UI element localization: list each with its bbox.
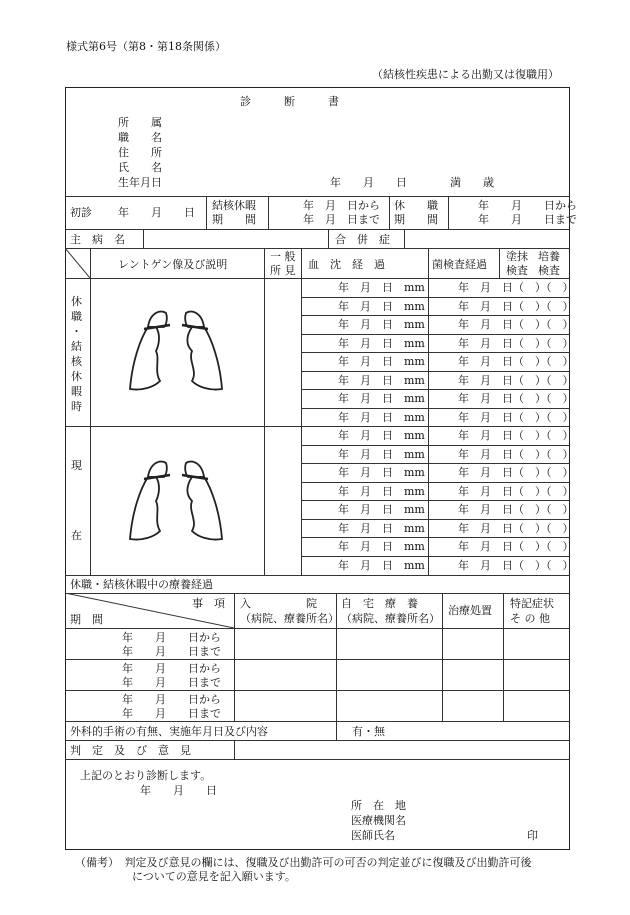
exam-row-line: [301, 352, 570, 353]
bacteria-test-entry: 年 月 日（ ）（ ）: [458, 558, 574, 572]
document-title: 診 断 書: [240, 95, 339, 108]
exam-row-line: [301, 408, 570, 409]
bacteria-test-entry: 年 月 日（ ）（ ）: [458, 299, 574, 313]
certify-statement: 上記のとおり診断します。: [80, 769, 212, 782]
section-current-char: 在: [71, 529, 82, 542]
course-to-entry: 年 月 日まで: [122, 645, 221, 658]
doctor-name-label: 医師氏名: [351, 829, 395, 842]
blood-sedimentation-entry: 年 月 日 mm: [338, 281, 425, 294]
exam-row-line: [301, 297, 570, 298]
leave-from: 年 月 日から: [478, 199, 577, 212]
bacteria-test-entry: 年 月 日（ ）（ ）: [458, 429, 574, 442]
section-leave-char: 休: [71, 295, 82, 308]
xray-header: レントゲン像及び説明: [118, 258, 228, 271]
home-care-header-2: （病院、療養所名）: [341, 612, 440, 625]
leave-to: 年 月 日まで: [478, 213, 577, 226]
section-leave-char: 結: [71, 340, 82, 353]
bact-header: 菌検査経過: [432, 258, 487, 271]
bacteria-test-entry: 年 月 日（ ）（ ）: [458, 503, 574, 516]
treatment-header: 治療処置: [448, 604, 492, 617]
leave-label: 休 職: [394, 199, 438, 212]
exam-row-line: [301, 445, 570, 446]
course-row-line: [65, 628, 570, 629]
bacteria-test-entry: 年 月 日（ ）（ ）: [458, 355, 574, 368]
birthdate-ymd: 年 月 日: [330, 176, 407, 189]
remarks-line-1: （備考） 判定及び意見の欄には、復職及び出勤許可の可否の判定並びに復職及び出勤許可後: [75, 856, 532, 869]
blood-sedimentation-entry: 年 月 日 mm: [338, 318, 425, 331]
smear-header-2: 検査: [506, 264, 528, 277]
course-items-label: 事 項: [192, 597, 225, 610]
birthdate-label: 生年月日: [118, 176, 162, 189]
blood-sedimentation-entry: 年 月 日 mm: [338, 299, 425, 313]
course-from-entry: 年 月 日から: [122, 662, 221, 675]
blood-sedimentation-entry: 年 月 日 mm: [338, 373, 425, 387]
institution-label: 医療機関名: [351, 814, 406, 827]
tb-leave-to: 年 月 日まで: [303, 213, 380, 226]
blood-sedimentation-entry: 年 月 日 mm: [338, 355, 425, 368]
section-current-char: 現: [71, 459, 82, 472]
purpose-note: （結核性疾患による出勤又は復職用）: [372, 68, 559, 81]
course-heading: 休職・結核休暇中の療養経過: [70, 578, 213, 591]
section-leave-char: 時: [71, 400, 82, 413]
tb-leave-period-label: 期 間: [212, 213, 256, 226]
blood-sedimentation-entry: 年 月 日 mm: [338, 521, 425, 535]
tb-leave-label: 結核休暇: [212, 199, 256, 212]
course-row-line: [65, 659, 570, 660]
bacteria-test-entry: 年 月 日（ ）（ ）: [458, 447, 574, 461]
exam-row-line: [301, 556, 570, 557]
exam-row-line: [301, 334, 570, 335]
surgery-label: 外科的手術の有無、実施年月日及び内容: [70, 725, 268, 738]
certify-date: 年 月 日: [140, 784, 217, 797]
exam-row-line: [301, 371, 570, 372]
blood-sedimentation-entry: 年 月 日 mm: [338, 466, 425, 479]
special-header-2: そ の 他: [510, 612, 550, 625]
leave-period-label: 期 間: [394, 213, 438, 226]
course-from-entry: 年 月 日から: [122, 693, 221, 706]
lung-diagram-leave: [126, 305, 226, 395]
course-from-entry: 年 月 日から: [122, 631, 221, 644]
course-period-label: 期 間: [70, 613, 103, 626]
complication-label: 合 併 症: [335, 233, 390, 246]
culture-header: 培養: [538, 250, 560, 263]
culture-header-2: 検査: [538, 264, 560, 277]
section-leave-char: ・: [71, 325, 82, 338]
judgment-label: 判 定 及 び 意 見: [70, 744, 191, 757]
course-row-line: [65, 690, 570, 691]
exam-row-line: [301, 315, 570, 316]
blood-sedimentation-entry: 年 月 日 mm: [338, 503, 425, 516]
exam-row-line: [301, 537, 570, 538]
course-to-entry: 年 月 日まで: [122, 707, 221, 720]
section-leave-char: 暇: [71, 385, 82, 398]
bacteria-test-entry: 年 月 日（ ）（ ）: [458, 336, 574, 350]
bacteria-test-entry: 年 月 日（ ）（ ）: [458, 392, 574, 405]
age-label: 満 歳: [450, 176, 494, 189]
general-header: 一 般: [270, 250, 296, 263]
exam-row-line: [301, 519, 570, 520]
blood-sedimentation-entry: 年 月 日 mm: [338, 429, 425, 442]
blood-sedimentation-entry: 年 月 日 mm: [338, 540, 425, 553]
bacteria-test-entry: 年 月 日（ ）（ ）: [458, 521, 574, 535]
exam-row-line: [301, 463, 570, 464]
affiliation-label: 所 属: [118, 116, 162, 129]
bacteria-test-entry: 年 月 日（ ）（ ）: [458, 410, 574, 424]
main-disease-label: 主 病 名: [70, 233, 125, 246]
bacteria-test-entry: 年 月 日（ ）（ ）: [458, 318, 574, 331]
blood-header: 血 沈 経 過: [308, 258, 385, 271]
bacteria-test-entry: 年 月 日（ ）（ ）: [458, 466, 574, 479]
form-number: 様式第6号（第8・第18条関係）: [66, 40, 226, 53]
home-care-header: 自 宅 療 養: [341, 597, 418, 610]
bacteria-test-entry: 年 月 日（ ）（ ）: [458, 484, 574, 498]
bacteria-test-entry: 年 月 日（ ）（ ）: [458, 540, 574, 553]
hospital-header-2: （病院、療養所名）: [240, 612, 339, 625]
hospital-header: 入 院: [240, 597, 317, 610]
blood-sedimentation-entry: 年 月 日 mm: [338, 484, 425, 498]
first-visit-label: 初診: [70, 206, 92, 219]
blood-sedimentation-entry: 年 月 日 mm: [338, 336, 425, 350]
name-label: 氏 名: [118, 161, 162, 174]
first-visit-date: 年 月 日: [118, 206, 195, 219]
address-label: 住 所: [118, 146, 162, 159]
exam-row-line: [301, 482, 570, 483]
lung-diagram-current: [126, 455, 226, 545]
bacteria-test-entry: 年 月 日（ ）（ ）: [458, 281, 574, 294]
exam-row-line: [301, 500, 570, 501]
course-to-entry: 年 月 日まで: [122, 676, 221, 689]
header-diagonal: [65, 248, 90, 278]
special-header: 特記症状: [510, 597, 554, 610]
section-leave-char: 職: [71, 310, 82, 323]
surgery-value: 有・無: [352, 725, 385, 738]
section-leave-char: 休: [71, 370, 82, 383]
blood-sedimentation-entry: 年 月 日 mm: [338, 410, 425, 424]
tb-leave-from: 年 月 日から: [303, 199, 380, 212]
blood-sedimentation-entry: 年 月 日 mm: [338, 558, 425, 572]
remarks-line-2: についての意見を記入願います。: [132, 870, 296, 883]
bacteria-test-entry: 年 月 日（ ）（ ）: [458, 373, 574, 387]
exam-row-line: [301, 389, 570, 390]
section-leave-char: 核: [71, 355, 82, 368]
blood-sedimentation-entry: 年 月 日 mm: [338, 447, 425, 461]
smear-header: 塗抹: [506, 250, 528, 263]
position-label: 職 名: [118, 131, 162, 144]
blood-sedimentation-entry: 年 月 日 mm: [338, 392, 425, 405]
general-header-2: 所 見: [270, 264, 296, 277]
seal-label: 印: [527, 829, 538, 842]
doctor-location-label: 所 在 地: [351, 799, 406, 812]
